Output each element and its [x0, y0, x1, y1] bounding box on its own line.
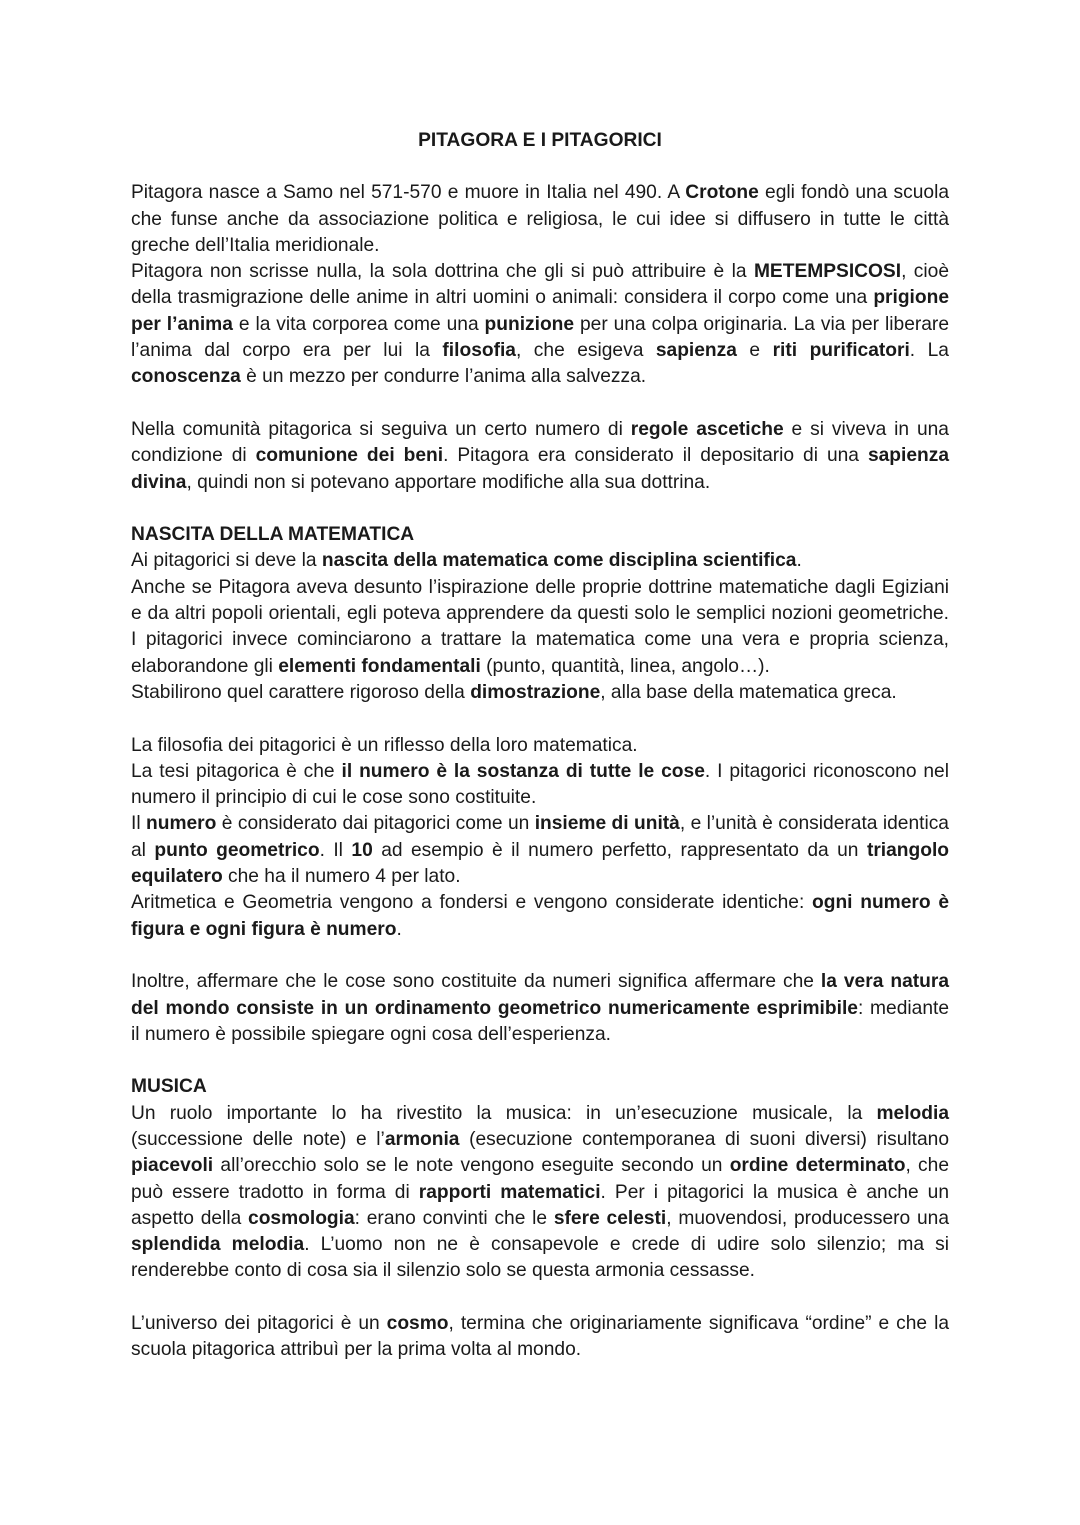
bold-text: numero: [146, 813, 217, 835]
bold-text: 10: [351, 839, 373, 861]
bold-text: sfere celesti: [553, 1207, 667, 1229]
text-run: (punto, quantità, linea, angolo…).: [480, 655, 770, 677]
bold-text: Crotone: [685, 182, 759, 204]
text-run: Un ruolo importante lo ha rivestito la musica: in un’esecuzione musicale, la: [131, 1102, 877, 1124]
text-run: per una colpa originaria. La via per liberare l’anima dal corpo era per lui la: [131, 313, 949, 362]
text-run: , quindi non si potevano apportare modifiche alla sua dottrina.: [186, 471, 711, 493]
text-run: Aritmetica e Geometria vengono a fondersi e vengono considerate identiche:: [131, 892, 813, 914]
spacer: [131, 943, 949, 969]
paragraph-metempsicosi: [131, 259, 949, 390]
bold-text: triangolo equilatero: [131, 839, 950, 888]
paragraph-dimostrazione: [131, 680, 949, 706]
bold-text: il numero è la sostanza di tutte le cose: [341, 760, 705, 782]
text-run: (esecuzione contemporanea di suoni diversi) risultano: [459, 1128, 949, 1150]
text-run: Anche se Pitagora aveva desunto l’ispirazione delle proprie dottrine matematiche dagli Egiziani e da altri popoli orientali, egli poteva apprendere da questi solo le semplici nozioni geometriche. I pitagorici invece cominciarono a trattare la matematica come una vera e propria scienza, elaborandone gli: [131, 576, 949, 677]
text-run: e si viveva in una condizione di: [131, 418, 949, 467]
bold-text: sapienza: [655, 340, 737, 362]
bold-text: ordine determinato: [729, 1155, 906, 1177]
bold-text: punizione: [484, 313, 575, 335]
text-run: Stabilirono quel carattere rigoroso della: [131, 681, 471, 703]
bold-text: rapporti matematici: [418, 1181, 601, 1203]
page-title: PITAGORA E I PITAGORICI: [418, 130, 662, 151]
bold-text: insieme di unità: [534, 813, 680, 835]
bold-text: riti purificatori: [772, 340, 910, 362]
bold-text: regole ascetiche: [630, 418, 784, 440]
spacer: [131, 706, 949, 732]
text-run: (successione delle note) e l’: [131, 1128, 385, 1150]
spacer: [131, 496, 949, 522]
text-run: . La: [909, 340, 949, 362]
bold-text: armonia: [384, 1128, 460, 1150]
paragraph-natura: [131, 969, 949, 1048]
text-run: , termina che originariamente significava “ordine” e che la scuola pitagorica attribuì per la prima volta al mondo.: [131, 1313, 950, 1361]
text-run: Il: [131, 813, 146, 835]
text-run: Nella comunità pitagorica si seguiva un certo numero di: [131, 418, 631, 440]
text-run: Inoltre, affermare che le cose sono costituite da numeri significa affermare che: [131, 971, 821, 993]
paragraph-cosmo: [131, 1311, 949, 1364]
text-run: . Pitagora era considerato il depositario di una: [443, 445, 868, 467]
bold-text: splendida melodia: [131, 1234, 305, 1256]
text-run: , che esigeva: [515, 340, 656, 362]
bold-text: punto geometrico: [154, 839, 320, 861]
bold-text: comunione dei beni: [255, 445, 444, 467]
paragraph-tesi: [131, 759, 949, 812]
paragraph-aritmetica: [131, 890, 949, 943]
bold-text: ogni numero è figura e ogni figura è numero: [131, 892, 949, 940]
text-run: , e l’unità è considerata identica al: [131, 813, 949, 861]
text-run: . Per i pitagorici la musica è anche un aspetto della: [131, 1181, 949, 1229]
text-run: .: [396, 918, 402, 940]
paragraph-musica: [131, 1101, 949, 1285]
bold-text: METEMPSICOSI: [753, 261, 902, 283]
text-run: ad esempio è il numero perfetto, rappresentato da un: [372, 839, 867, 861]
bold-text: la vera natura del mondo consiste in un ordinamento geometrico numericamente esprimibile: [131, 971, 949, 1019]
text-run: , alla base della matematica greca.: [600, 681, 897, 703]
paragraph-numero: [131, 811, 949, 890]
text-run: , che può essere tradotto in forma di: [131, 1155, 949, 1203]
document-page: [131, 128, 949, 1364]
bold-text: cosmo: [386, 1313, 449, 1335]
bold-text: conoscenza: [131, 366, 241, 388]
paragraph-comunita: [131, 417, 949, 496]
section-heading-musica: MUSICA: [131, 1076, 207, 1098]
text-run: Pitagora nasce a Samo nel 571-570 e muore in Italia nel 490. A: [131, 182, 686, 204]
text-run: Ai pitagorici si deve la: [131, 550, 322, 572]
text-run: all’orecchio solo se le note vengono eseguite secondo un: [213, 1155, 730, 1177]
text-run: , cioè della trasmigrazione delle anime in altri uomini o animali: considera il corpo come una: [131, 261, 949, 309]
text-run: , muovendosi, producessero una: [666, 1207, 949, 1229]
bold-text: dimostrazione: [470, 681, 601, 703]
paragraph-nascita: [131, 548, 949, 574]
text-run: che ha il numero 4 per lato.: [222, 866, 461, 888]
bold-text: cosmologia: [248, 1207, 355, 1229]
text-run: Pitagora non scrisse nulla, la sola dottrina che gli si può attribuire è la: [131, 261, 754, 283]
bold-text: prigione per l’anima: [131, 287, 949, 335]
spacer: [131, 1048, 949, 1074]
text-run: e: [736, 340, 773, 362]
text-run: . L’uomo non ne è consapevole e crede di udire solo silenzio; ma si renderebbe conto di cosa sia il silenzio solo se questa armonia cessasse.: [131, 1234, 949, 1282]
bold-text: filosofia: [442, 340, 516, 362]
text-run: . Il: [319, 839, 352, 861]
text-run: L’universo dei pitagorici è un: [131, 1313, 387, 1335]
text-run: : mediante il numero è possibile spiegare ogni cosa dell’esperienza.: [131, 997, 949, 1045]
paragraph-egiziani: [131, 575, 949, 680]
bold-text: nascita della matematica come disciplina scientifica: [321, 550, 797, 572]
spacer: [131, 1285, 949, 1311]
bold-text: elementi fondamentali: [278, 655, 481, 677]
text-run: egli fondò una scuola che funse anche da associazione politica e religiosa, le cui idee si diffusero in tutte le città greche dell’Italia meridionale.: [131, 182, 950, 256]
text-run: è un mezzo per condurre l’anima alla salvezza.: [240, 366, 647, 388]
text-run: : erano convinti che le: [354, 1207, 554, 1229]
bold-text: sapienza divina: [131, 445, 949, 493]
text-run: . I pitagorici riconoscono nel numero il principio di cui le cose sono costituite.: [131, 760, 949, 809]
text-run: .: [796, 550, 802, 572]
bold-text: piacevoli: [131, 1155, 214, 1177]
bold-text: melodia: [876, 1102, 949, 1124]
text-run: e la vita corporea come una: [232, 313, 485, 335]
paragraph-filosofia: [131, 733, 949, 759]
text-run: La filosofia dei pitagorici è un riflesso della loro matematica.: [131, 734, 638, 756]
paragraph-intro-origins: [131, 180, 949, 259]
spacer: [131, 391, 949, 417]
text-run: è considerato dai pitagorici come un: [216, 813, 535, 835]
text-run: La tesi pitagorica è che: [131, 760, 342, 782]
section-heading-matematica: NASCITA DELLA MATEMATICA: [131, 524, 415, 546]
